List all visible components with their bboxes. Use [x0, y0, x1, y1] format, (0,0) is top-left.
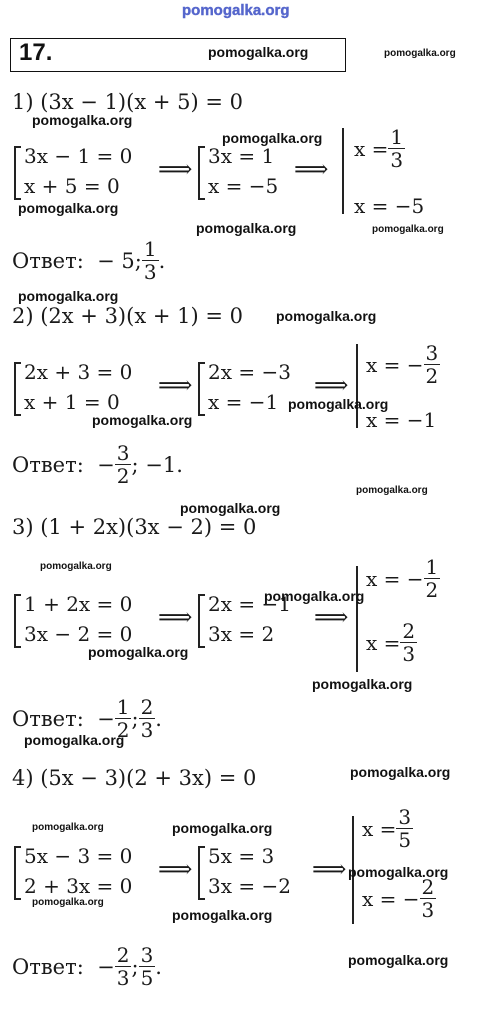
- problem-4-root-1: x = $\frac{3}{5}$: [362, 805, 412, 852]
- watermark: pomogalka.org: [276, 308, 377, 324]
- watermark: pomogalka.org: [384, 48, 456, 59]
- system-bracket: [198, 362, 205, 416]
- problem-4-answer: Ответ: − $\frac{2}{3}$ ; $\frac{3}{5}$ .: [12, 943, 162, 990]
- watermark: pomogalka.org: [18, 288, 119, 304]
- watermark: pomogalka.org: [40, 561, 112, 572]
- problem-1-answer: Ответ: − 5; $\frac{1}{3}$ .: [12, 237, 166, 284]
- fraction: $\frac{2}{3}$: [402, 619, 416, 666]
- problem-3-equation: 3) (1 + 2x)(3x − 2) = 0: [12, 515, 257, 539]
- problem-2-answer: Ответ: − $\frac{3}{2}$ ; −1.: [12, 441, 183, 488]
- fraction: $\frac{3}{5}$: [140, 943, 154, 990]
- system-bracket: [14, 146, 21, 200]
- problem-3-root-1: x = − $\frac{1}{2}$: [366, 555, 439, 602]
- problem-1-system-2-line-2: x = −5: [208, 174, 279, 198]
- watermark: pomogalka.org: [88, 644, 189, 660]
- watermark: pomogalka.org: [222, 130, 323, 146]
- problem-4-equation: 4) (5x − 3)(2 + 3x) = 0: [12, 766, 257, 790]
- fraction: $\frac{1}{2}$: [425, 555, 439, 602]
- problem-2-system-2-line-2: x = −1: [208, 390, 279, 414]
- implies-arrow: ⟹: [158, 155, 193, 183]
- problem-2-root-2: x = −1: [366, 408, 437, 432]
- watermark: pomogalka.org: [18, 200, 119, 216]
- problem-1-system-2-line-1: 3x = 1: [208, 144, 275, 168]
- result-bracket-line: [356, 566, 358, 672]
- watermark: pomogalka.org: [264, 588, 365, 604]
- fraction: $\frac{3}{5}$: [398, 805, 412, 852]
- task-number: 17.: [19, 39, 53, 66]
- system-bracket: [198, 846, 205, 900]
- system-bracket: [14, 846, 21, 900]
- problem-3-system-2-line-2: 3x = 2: [208, 622, 275, 646]
- watermark: pomogalka.org: [196, 220, 297, 236]
- system-bracket: [198, 146, 205, 200]
- watermark: pomogalka.org: [172, 907, 273, 923]
- problem-2-system-2-line-1: 2x = −3: [208, 360, 291, 384]
- problem-4-system-1-line-1: 5x − 3 = 0: [24, 844, 133, 868]
- watermark: pomogalka.org: [356, 485, 428, 496]
- problem-1-system-1-line-2: x + 5 = 0: [24, 174, 120, 198]
- problem-1-equation: 1) (3x − 1)(x + 5) = 0: [12, 90, 243, 114]
- system-bracket: [14, 594, 21, 648]
- problem-1-system-1-line-1: 3x − 1 = 0: [24, 144, 133, 168]
- implies-arrow: ⟹: [158, 855, 193, 883]
- system-bracket: [198, 594, 205, 648]
- problem-1-root-2: x = −5: [354, 194, 425, 218]
- watermark: pomogalka.org: [348, 864, 449, 880]
- problem-3-answer: Ответ: − $\frac{1}{2}$ ; $\frac{2}{3}$ .: [12, 695, 162, 742]
- implies-arrow: ⟹: [314, 371, 349, 399]
- implies-arrow: ⟹: [158, 603, 193, 631]
- site-name: pomogalka.org: [182, 2, 290, 19]
- fraction: $\frac{1}{3}$: [390, 125, 404, 172]
- problem-4-system-1-line-2: 2 + 3x = 0: [24, 874, 133, 898]
- fraction: $\frac{3}{2}$: [116, 441, 130, 488]
- problem-4-system-2-line-1: 5x = 3: [208, 844, 275, 868]
- result-bracket-line: [342, 128, 344, 214]
- result-bracket-line: [356, 344, 358, 428]
- watermark: pomogalka.org: [32, 897, 104, 908]
- implies-arrow: ⟹: [314, 603, 349, 631]
- root-prefix: x =: [354, 136, 389, 161]
- watermark: pomogalka.org: [32, 112, 133, 128]
- implies-arrow: ⟹: [294, 155, 329, 183]
- fraction: $\frac{2}{3}$: [421, 875, 435, 922]
- problem-2-equation: 2) (2x + 3)(x + 1) = 0: [12, 304, 243, 328]
- problem-4-system-2-line-2: 3x = −2: [208, 874, 291, 898]
- fraction: $\frac{2}{3}$: [116, 943, 130, 990]
- problem-3-system-1-line-1: 1 + 2x = 0: [24, 592, 133, 616]
- fraction: $\frac{1}{2}$: [116, 695, 130, 742]
- watermark: pomogalka.org: [180, 500, 281, 516]
- watermark: pomogalka.org: [312, 676, 413, 692]
- watermark: pomogalka.org: [350, 764, 451, 780]
- watermark: pomogalka.org: [208, 44, 309, 60]
- problem-2-system-1-line-2: x + 1 = 0: [24, 390, 120, 414]
- watermark: pomogalka.org: [348, 952, 449, 968]
- system-bracket: [14, 362, 21, 416]
- watermark: pomogalka.org: [24, 732, 125, 748]
- problem-3-system-1-line-2: 3x − 2 = 0: [24, 622, 133, 646]
- problem-3-system-2-line-1: 2x = −1: [208, 592, 291, 616]
- watermark: pomogalka.org: [172, 820, 273, 836]
- problem-4-root-2: x = − $\frac{2}{3}$: [362, 875, 435, 922]
- implies-arrow: ⟹: [312, 855, 347, 883]
- watermark: pomogalka.org: [92, 412, 193, 428]
- problem-2-system-1-line-1: 2x + 3 = 0: [24, 360, 133, 384]
- fraction: $\frac{1}{3}$: [143, 237, 157, 284]
- watermark: pomogalka.org: [288, 396, 389, 412]
- problem-2-root-1: x = − $\frac{3}{2}$: [366, 341, 439, 388]
- problem-1-root-1: [354, 126, 405, 171]
- fraction: $\frac{2}{3}$: [140, 695, 154, 742]
- fraction: $\frac{3}{2}$: [425, 341, 439, 388]
- watermark: pomogalka.org: [372, 224, 444, 235]
- implies-arrow: ⟹: [158, 371, 193, 399]
- problem-3-root-2: x = $\frac{2}{3}$: [366, 619, 416, 666]
- watermark: pomogalka.org: [32, 822, 104, 833]
